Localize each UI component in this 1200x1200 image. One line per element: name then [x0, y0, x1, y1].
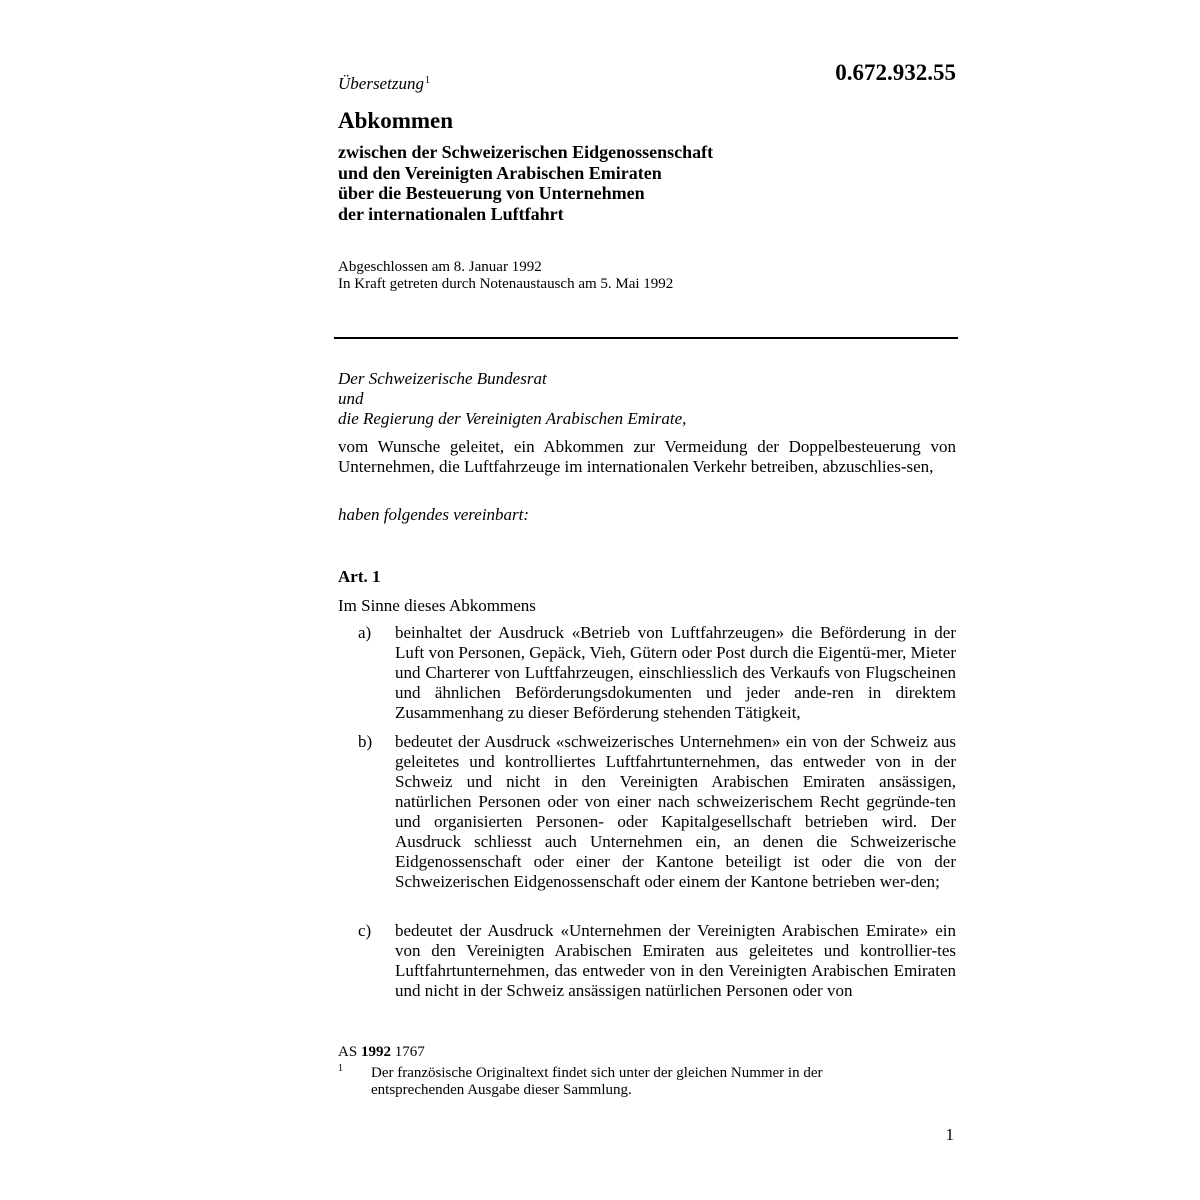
item-letter: c): [358, 921, 372, 940]
preamble-agreed: haben folgendes vereinbart:: [338, 505, 530, 524]
subtitle-line: über die Besteuerung von Unternehmen: [338, 183, 645, 203]
horizontal-rule: [334, 337, 958, 339]
sr-number: 0.672.932.55: [835, 60, 956, 85]
list-item: [338, 732, 956, 892]
document-subtitle: [338, 142, 713, 224]
party-one: Der Schweizerische Bundesrat: [338, 369, 547, 388]
item-text: beinhaltet der Ausdruck «Betrieb von Luftfahrzeugen» die Beförderung in der Luft von Personen, Gepäck, Vieh, Gütern oder Post durch die Eigentü-mer, Mieter und Charterer von Luftfahrzeugen, einschliesslich des Verkaufs von Flugscheinen und ähnlichen Beförderungsdokumenten und jeder ande-ren in direktem Zusammenhang zu dieser Beförderung stehenden Tätigkeit,: [395, 623, 956, 722]
subtitle-line: und den Vereinigten Arabischen Emiraten: [338, 162, 662, 183]
dates-block: [338, 259, 673, 292]
preamble-motivation: vom Wunsche geleitet, ein Abkommen zur Vermeidung der Doppelbesteuerung von Unternehmen, die Luftfahrzeuge im internationalen Verkehr betreiben, abzuschlies-sen,: [338, 437, 956, 476]
item-letter: b): [358, 732, 373, 751]
page-number: 1: [945, 1125, 954, 1144]
preamble-parties: [338, 369, 956, 429]
official-collection-reference: AS 1992 1767: [338, 1044, 425, 1060]
footnote-number: 1: [338, 1063, 343, 1074]
item-text: bedeutet der Ausdruck «Unternehmen der Vereinigten Arabischen Emirate» ein von den Vereinigten Arabischen Emiraten aus geleitetes und kontrollier-tes Luftfahrtunternehmen, das entweder von in den Vereinigten Arabischen Emiraten und nicht in der Schweiz ansässigen natürlichen Personen oder von: [395, 921, 956, 1000]
conjunction: und: [338, 389, 364, 408]
list-item: [338, 921, 956, 1001]
subtitle-line: zwischen der Schweizerischen Eidgenossenschaft: [338, 142, 714, 162]
item-letter: a): [358, 623, 372, 642]
footnote-reference: 1: [424, 75, 430, 86]
subtitle-line: der internationalen Luftfahrt: [338, 203, 564, 224]
concluded-date: Abgeschlossen am 8. Januar 1992: [338, 259, 542, 275]
item-text: bedeutet der Ausdruck «schweizerisches Unternehmen» ein von der Schweiz aus geleitetes und kontrolliertes Luftfahrtunternehmen, das entweder von in der Schweiz und nicht in den Vereinigten Arabischen Emiraten ansässigen, natürlichen Personen oder von einer nach schweizerischem Recht gegründe-ten und organisierten Personen- oder Kapitalgesellschaft betrieben wird. Der Ausdruck schliesst auch Unternehmen ein, an denen die Schweizerische Eidgenossenschaft oder einer der Kantone beteiligt ist oder die von der Schweizerischen Eidgenossenschaft oder einem der Kantone betrieben wer-den;: [395, 732, 956, 891]
article-heading: Art. 1: [338, 567, 381, 586]
article-intro: Im Sinne dieses Abkommens: [338, 596, 536, 615]
list-item: [338, 623, 956, 723]
footnote-text: Der französische Originaltext findet sich unter der gleichen Nummer in der entsprechenden Ausgabe dieser Sammlung.: [371, 1065, 823, 1098]
in-force-date: In Kraft getreten durch Notenaustausch am 5. Mai 1992: [338, 275, 674, 292]
document-title: Abkommen: [338, 108, 454, 133]
party-two: die Regierung der Vereinigten Arabischen Emirate,: [338, 409, 687, 428]
translation-label: Übersetzung$^1$: [338, 74, 430, 93]
